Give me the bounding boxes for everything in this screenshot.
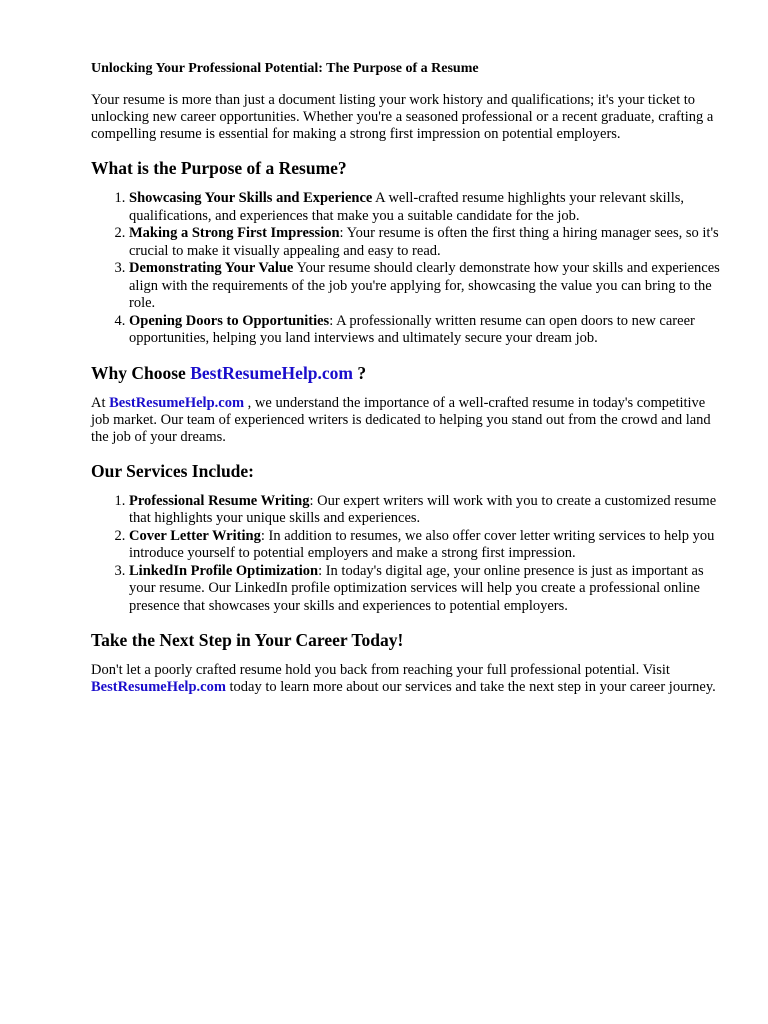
list-item-separator: :	[318, 562, 323, 579]
list-item	[129, 313, 727, 348]
list-item	[129, 493, 727, 528]
why-paragraph-prefix: At	[91, 394, 110, 411]
document-title: Unlocking Your Professional Potential: The Purpose of a Resume	[91, 61, 479, 76]
purpose-list	[91, 190, 727, 348]
list-item-separator: :	[260, 527, 265, 544]
list-item-term: Demonstrating Your Value	[129, 260, 294, 276]
list-item-term: Making a Strong First Impression	[129, 225, 340, 241]
cta-paragraph	[91, 662, 727, 696]
list-item-term: Cover Letter Writing	[129, 527, 261, 544]
cta-heading: Take the Next Step in Your Career Today!	[91, 630, 404, 650]
list-item-separator: :	[329, 312, 334, 329]
why-paragraph-text: , we understand the importance of a well-crafted resume in today's competitive job market. Our team of experienced writers is dedicated to helping you stand out from the crowd and land the job of your dreams.	[91, 394, 711, 445]
list-item-text: In today's digital age, your online presence is just as important as your resume. Our LinkedIn profile optimization services will help you create a professional online presence that showcases your skills and experiences to potential employers.	[129, 562, 704, 614]
why-heading	[91, 362, 727, 384]
list-item	[129, 563, 727, 616]
purpose-heading: What is the Purpose of a Resume?	[91, 158, 347, 178]
why-heading-prefix: Why Choose	[91, 362, 191, 383]
best-resume-help-link[interactable]: BestResumeHelp.com	[190, 362, 354, 383]
cta-paragraph-text: today to learn more about our services and take the next step in your career journey.	[225, 679, 716, 695]
list-item-term: Opening Doors to Opportunities	[129, 312, 330, 329]
list-item-text: A professionally written resume can open doors to new career opportunities, helping you land interviews and ultimately secure your dream job.	[129, 312, 695, 346]
document-page	[91, 60, 727, 696]
list-item	[129, 260, 727, 313]
list-item-term: Showcasing Your Skills and Experience	[129, 190, 373, 206]
list-item-text: Your resume is often the first thing a hiring manager sees, so it's crucial to make it visually appealing and easy to read.	[129, 225, 719, 259]
list-item	[129, 190, 727, 225]
list-item-separator: :	[339, 225, 344, 241]
list-item-text: Our expert writers will work with you to create a customized resume that highlights your unique skills and experiences.	[129, 492, 717, 526]
services-list	[91, 493, 727, 616]
list-item-text: A well-crafted resume highlights your relevant skills, qualifications, and experiences that make you a suitable candidate for the job.	[129, 190, 685, 224]
best-resume-help-link[interactable]: BestResumeHelp.com	[91, 679, 226, 695]
list-item-text: Your resume should clearly demonstrate how your skills and experiences align with the requirements of the job you're applying for, showcasing the value you can bring to the role.	[129, 260, 720, 311]
why-heading-suffix: ?	[353, 362, 367, 383]
list-item-term: LinkedIn Profile Optimization	[129, 562, 319, 579]
why-paragraph	[91, 395, 727, 446]
list-item-term: Professional Resume Writing	[129, 492, 310, 509]
best-resume-help-link[interactable]: BestResumeHelp.com	[109, 394, 245, 411]
list-item-text: In addition to resumes, we also offer cover letter writing services to help you introduce yourself to potential employers and make a strong first impression.	[129, 527, 715, 561]
intro-paragraph: Your resume is more than just a document listing your work history and qualifications; it's your ticket to unlocking new career opportunities. Whether you're a seasoned professional or a recent graduate, crafting a compelling resume is essential for making a strong first impression on potential employers.	[91, 92, 714, 142]
list-item	[129, 225, 727, 260]
cta-paragraph-prefix: Don't let a poorly crafted resume hold you back from reaching your full professional potential. Visit	[91, 662, 670, 678]
list-item-separator: :	[309, 492, 314, 509]
services-heading: Our Services Include:	[91, 460, 255, 481]
list-item	[129, 528, 727, 563]
